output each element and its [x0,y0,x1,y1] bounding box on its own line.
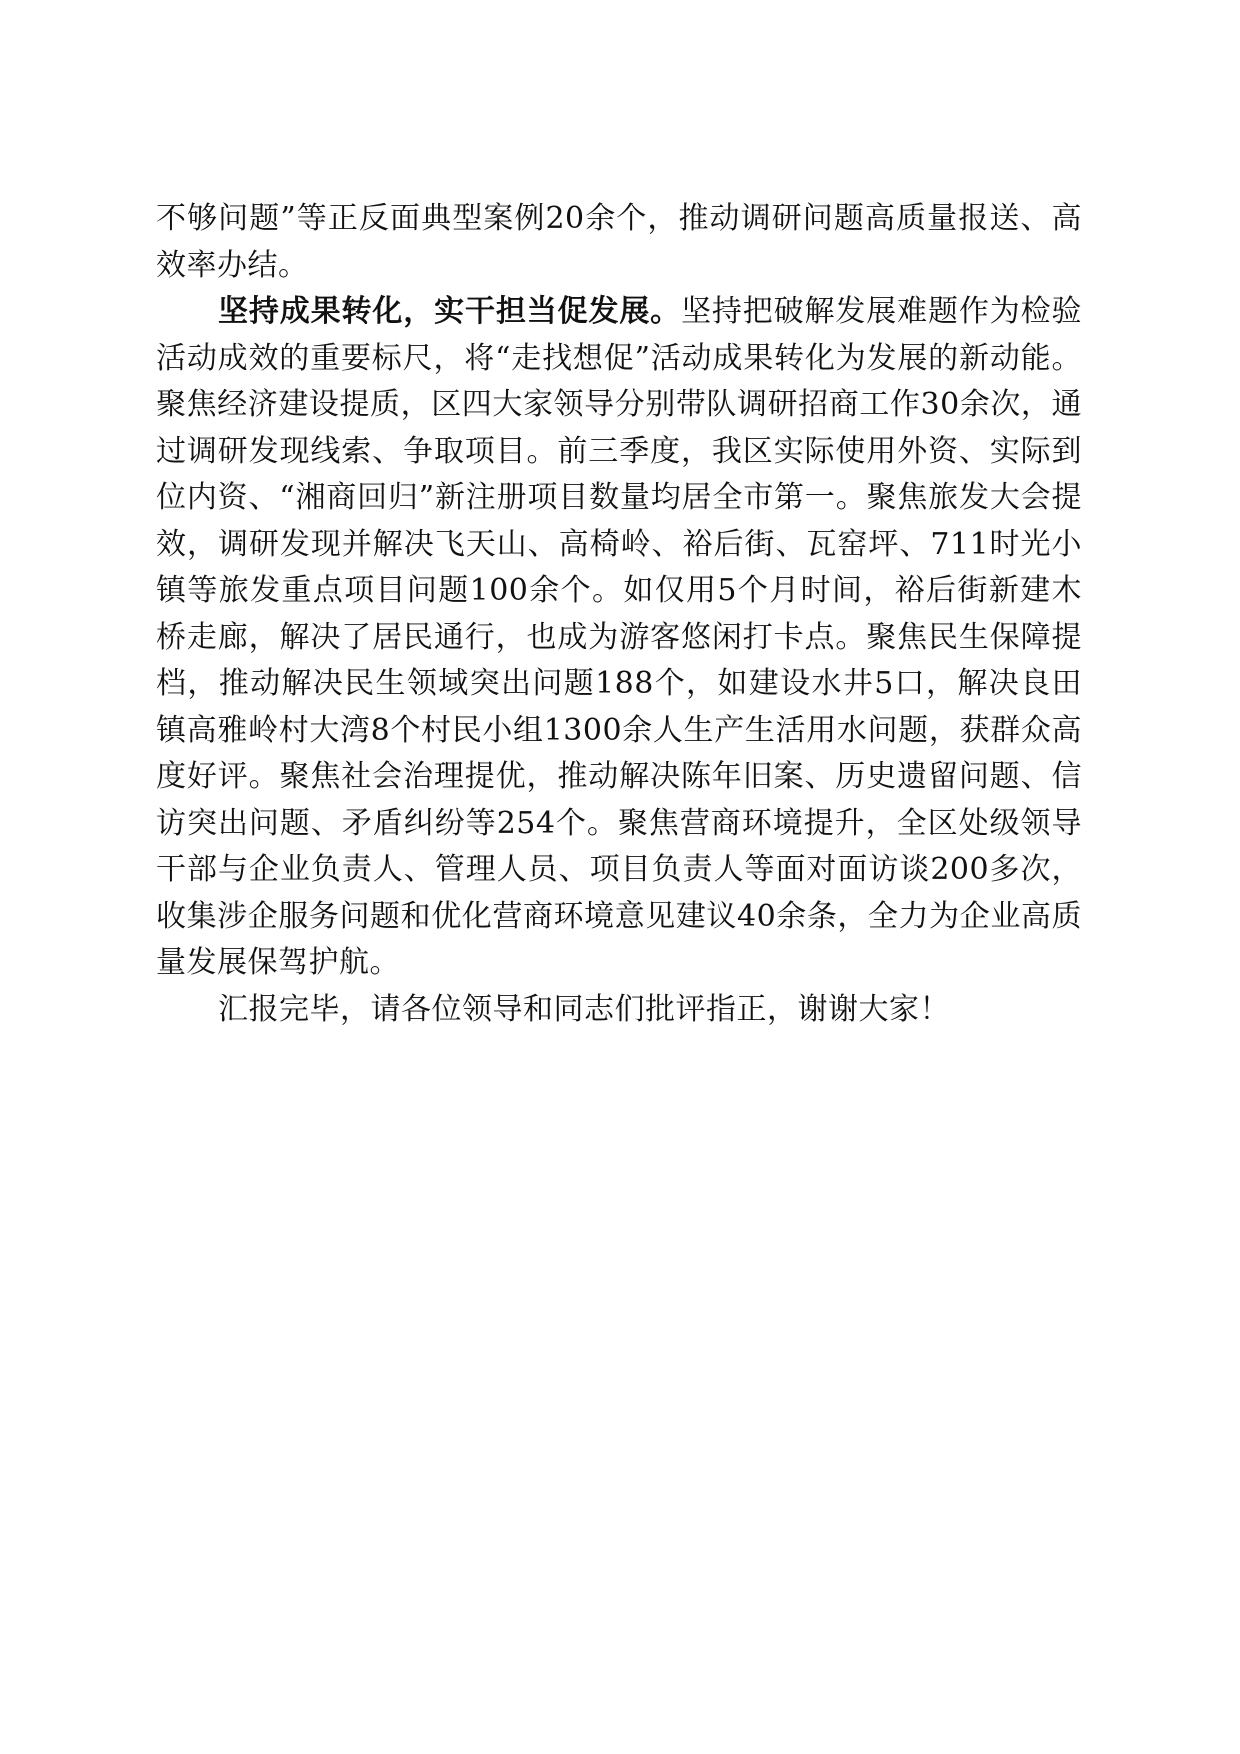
paragraph-text: 不够问题”等正反面典型案例20余个，推动调研问题高质量报送、高效率办结。 [156,201,1082,283]
paragraph-lead-heading: 坚持成果转化，实干担当促发展。 [218,294,682,329]
paragraph-closing [156,987,1082,1034]
paragraph-text: 汇报完毕，请各位领导和同志们批评指正，谢谢大家！ [218,991,950,1027]
paragraph-continuation [156,196,1082,289]
document-body [156,196,1082,1033]
paragraph-text: 坚持把破解发展难题作为检验活动成效的重要标尺，将“走找想促”活动成果转化为发展的新动能。聚焦经济建设提质，区四大家领导分别带队调研招商工作30余次，通过调研发现线索、争取项目。前三季度，我区实际使用外资、实际到位内资、“湘商回归”新注册项目数量均居全市第一。聚焦旅发大会提效，调研发现并解决飞天山、高椅岭、裕后街、瓦窑坪、711时光小镇等旅发重点项目问题100余个。如仅用5个月时间，裕后街新建木桥走廊，解决了居民通行，也成为游客悠闲打卡点。聚焦民生保障提档，推动解决民生领域突出问题188个，如建设水井5口，解决良田镇高雅岭村大湾8个村民小组1300余人生产生活用水问题，获群众高度好评。聚焦社会治理提优，推动解决陈年旧案、历史遗留问题、信访突出问题、矛盾纠纷等254个。聚焦营商环境提升，全区处级领导干部与企业负责人、管理人员、项目负责人等面对面访谈200多次，收集涉企服务问题和优化营商环境意见建议40余条，全力为企业高质量发展保驾护航。 [156,294,1083,980]
paragraph-results-transformation [156,289,1082,987]
